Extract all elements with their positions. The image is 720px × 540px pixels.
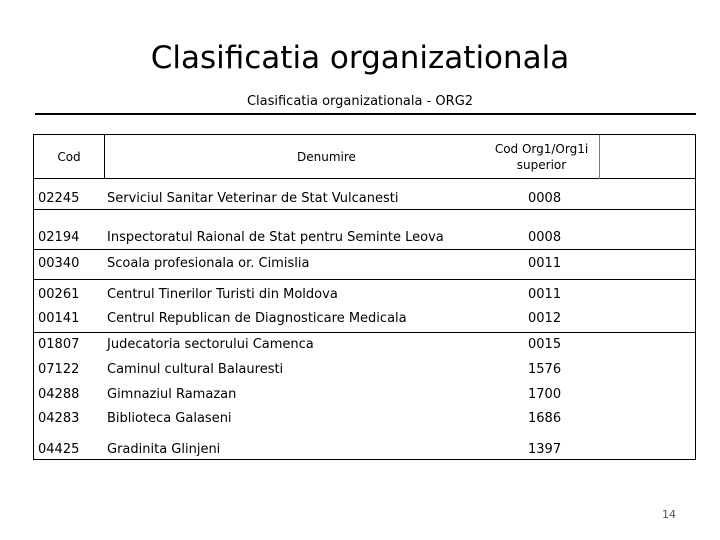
cell-org: 0015: [528, 337, 562, 352]
header-org: [484, 135, 599, 179]
cell-cod: 00141: [38, 311, 80, 326]
cell-org: 0008: [528, 230, 562, 245]
header-denumire: Denumire: [297, 150, 356, 164]
cell-cod: 02194: [38, 230, 80, 245]
cell-denumire: Scoala profesionala or. Cimislia: [107, 256, 310, 271]
cell-denumire: Centrul Republican de Diagnosticare Medicala: [107, 311, 407, 326]
cell-denumire: Inspectoratul Raional de Stat pentru Seminte Leova: [107, 230, 444, 245]
table-row: [34, 433, 695, 459]
table-row-group: [34, 279, 695, 333]
table-subtitle: Clasificatia organizationala - ORG2: [246, 94, 474, 109]
cell-cod: 00340: [38, 256, 80, 271]
cell-org: 1397: [528, 442, 562, 457]
cell-cod: 04288: [38, 387, 80, 402]
cell-org: 1686: [528, 411, 562, 426]
subtitle-rule: [35, 113, 696, 115]
cell-denumire: Serviciul Sanitar Veterinar de Stat Vulcanesti: [107, 191, 399, 206]
cell-denumire: Gradinita Glinjeni: [107, 442, 221, 457]
cell-org: 0008: [528, 191, 562, 206]
header-org-line1: Cod Org1/Org1i: [494, 142, 589, 156]
cell-cod: 07122: [38, 362, 80, 377]
table-row-group: [34, 332, 695, 433]
table-row: [34, 249, 695, 280]
header-divider: [599, 135, 600, 179]
cell-cod: 01807: [38, 337, 80, 352]
cell-denumire: Judecatoria sectorului Camenca: [107, 337, 314, 352]
cell-org: 1700: [528, 387, 562, 402]
table-header: [34, 135, 695, 179]
cell-org: 1576: [528, 362, 562, 377]
cell-org: 0012: [528, 311, 562, 326]
header-org-line2: superior: [516, 158, 567, 172]
cell-org: 0011: [528, 256, 562, 271]
table-row: [34, 209, 695, 250]
page-number: 14: [662, 508, 676, 521]
cell-org: 0011: [528, 287, 562, 302]
cell-denumire: Caminul cultural Balauresti: [107, 362, 284, 377]
classification-table: [33, 134, 696, 460]
cell-denumire: Centrul Tinerilor Turisti din Moldova: [107, 287, 338, 302]
cell-cod: 02245: [38, 191, 80, 206]
cell-cod: 04425: [38, 442, 80, 457]
cell-cod: 00261: [38, 287, 80, 302]
header-cod: Cod: [57, 150, 81, 164]
cell-cod: 04283: [38, 411, 80, 426]
table-row: [34, 179, 695, 210]
cell-denumire: Gimnaziul Ramazan: [107, 387, 237, 402]
slide-title: Clasificatia organizationala: [150, 40, 570, 76]
cell-denumire: Biblioteca Galaseni: [107, 411, 232, 426]
